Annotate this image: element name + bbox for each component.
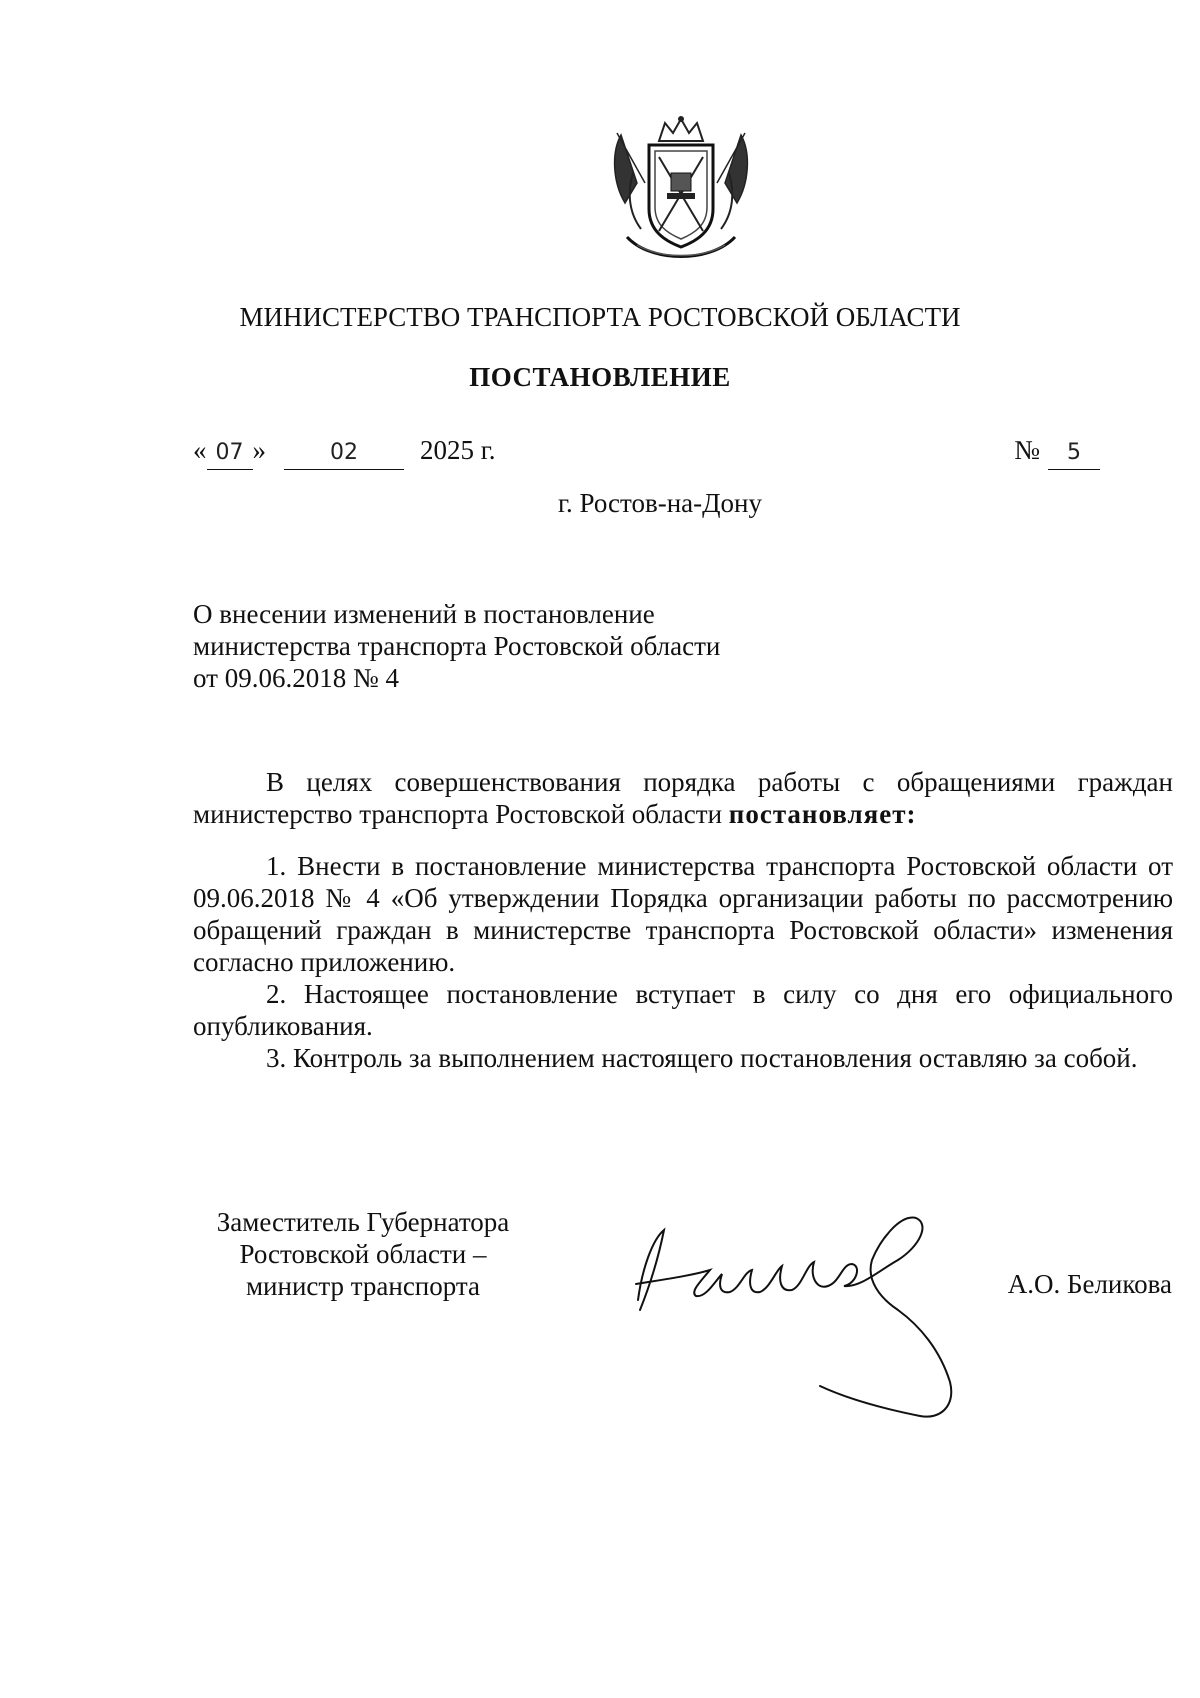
signer-position [193,1206,533,1302]
document-number-block [1014,434,1100,470]
document-type-title: ПОСТАНОВЛЕНИЕ [469,362,731,392]
date-month: 02 [284,437,404,470]
ministry-title: МИНИСТЕРСТВО ТРАНСПОРТА РОСТОВСКОЙ ОБЛАСТИ [239,302,961,332]
date-close-quote: » [252,435,266,465]
date-year: 2025 г. [420,435,496,465]
signer-position-line: Заместитель Губернатора [216,1207,510,1237]
intro-paragraph [193,766,1173,830]
number-label: № [1014,435,1040,465]
signer-position-line: Ростовской области – [239,1239,487,1269]
body-item-3: 3. Контроль за выполнением настоящего постановления оставляю за собой. [266,1043,1138,1073]
subject-line: О внесении изменений в постановление [193,599,655,629]
signer-position-line: министр транспорта [245,1271,481,1301]
intro-text: В целях совершенствования порядка работы с обращениями граждан министерство транспорта Ростовской области [193,767,1173,829]
body-item-1: 1. Внести в постановление министерства транспорта Ростовской области от 09.06.2018 № 4 «Об утверждении Порядка организации работы по рассмотрению обращений граждан в министерстве транспорта Ростовской области» изменения согласно приложению. [193,851,1173,977]
subject-line: от 09.06.2018 № 4 [193,663,399,693]
city-line: г. Ростов-на-Дону [557,488,762,518]
body-item-2: 2. Настоящее постановление вступает в силу со дня его официального опубликования. [193,979,1173,1041]
document-number: 5 [1048,437,1100,470]
date-line [193,434,496,470]
date-open-quote: « [193,435,207,465]
handwritten-signature [630,1210,990,1430]
subject-line: министерства транспорта Ростовской области [193,631,721,661]
signer-name: А.О. Беликова [1007,1269,1172,1299]
document-body [193,766,1173,1074]
coat-of-arms-emblem [607,113,755,263]
subject-block [193,598,720,694]
decree-word: постановляет: [728,799,917,829]
date-day: 07 [207,437,253,470]
